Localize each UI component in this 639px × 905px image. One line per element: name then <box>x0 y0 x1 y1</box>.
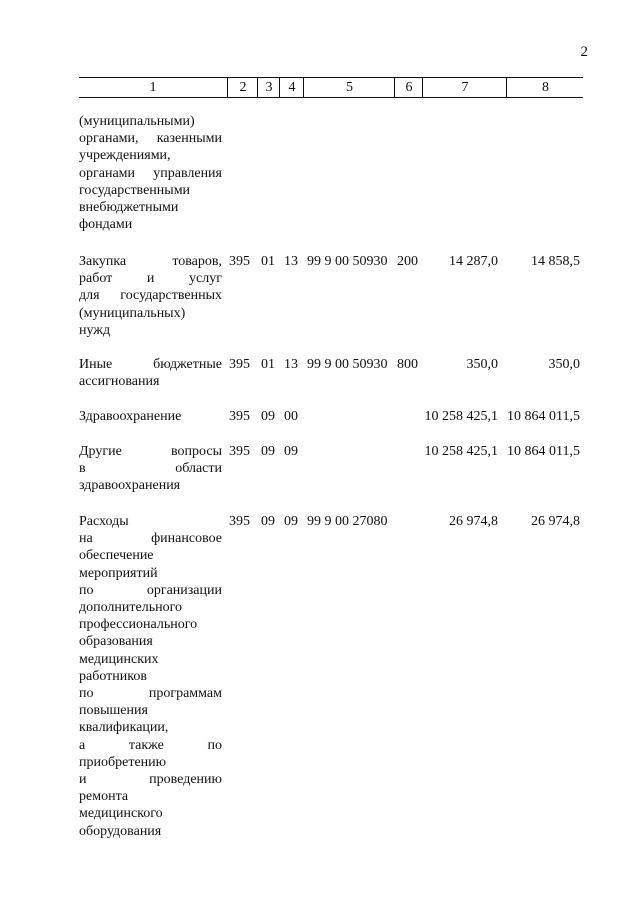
expense-type-code: 800 <box>397 357 418 372</box>
row-description <box>79 408 222 425</box>
description-line: мероприятий <box>79 565 158 581</box>
row-description <box>79 253 222 339</box>
section-code: 01 <box>261 357 275 372</box>
description-line: органами, казенными <box>79 131 222 147</box>
header-col-3: 3 <box>257 78 280 97</box>
amount-col-8: 350,0 <box>548 357 580 372</box>
kvsr-code: 395 <box>229 514 250 529</box>
description-line: (муниципальных) <box>79 305 186 321</box>
description-line: работников <box>79 668 147 684</box>
amount-col-8: 10 864 011,5 <box>507 444 580 459</box>
section-code: 09 <box>261 409 275 424</box>
description-line: Другие вопросы <box>79 444 222 459</box>
description-line: фондами <box>79 217 133 233</box>
header-col-2: 2 <box>227 78 258 97</box>
amount-col-8: 10 864 011,5 <box>507 409 580 424</box>
row-description <box>79 513 222 840</box>
description-line: обеспечение <box>79 548 154 564</box>
description-line: медицинских <box>79 651 159 667</box>
page-number: 2 <box>580 44 588 60</box>
description-line: нужд <box>79 322 111 338</box>
header-col-1: 1 <box>149 80 157 95</box>
amount-col-8: 14 858,5 <box>531 254 580 269</box>
subsection-code: 09 <box>284 514 298 529</box>
description-line: приобретению <box>79 754 167 770</box>
subsection-code: 13 <box>284 357 298 372</box>
amount-col-7: 26 974,8 <box>449 514 498 529</box>
description-line: учреждениями, <box>79 148 171 164</box>
kvsr-code: 395 <box>229 444 250 459</box>
row-description <box>79 356 222 390</box>
target-article-code: 99 9 00 50930 <box>307 357 388 372</box>
description-line: Расходы <box>79 514 129 529</box>
description-line: а также по <box>79 737 222 753</box>
subsection-code: 00 <box>284 409 298 424</box>
description-line: по программам <box>79 686 222 702</box>
description-line: на финансовое <box>79 531 222 547</box>
subsection-code: 09 <box>284 444 298 459</box>
description-line: квалификации, <box>79 720 169 736</box>
header-col-4: 4 <box>279 78 304 97</box>
kvsr-code: 395 <box>229 409 250 424</box>
description-line: внебюджетными <box>79 200 179 216</box>
description-line: в области <box>79 461 222 477</box>
description-line: профессионального <box>79 617 198 633</box>
amount-col-7: 350,0 <box>466 357 498 372</box>
header-col-6: 6 <box>394 78 423 97</box>
description-line: для государственных <box>79 288 222 304</box>
row-description <box>79 113 222 233</box>
description-line: Иные бюджетные <box>79 357 222 372</box>
expense-type-code: 200 <box>397 254 418 269</box>
description-line: повышения <box>79 703 148 719</box>
amount-col-7: 14 287,0 <box>449 254 498 269</box>
section-code: 09 <box>261 514 275 529</box>
description-line: ассигнования <box>79 374 160 390</box>
description-line: (муниципальными) <box>79 114 195 129</box>
header-col-5: 5 <box>303 78 395 97</box>
header-col-8: 8 <box>506 78 584 97</box>
kvsr-code: 395 <box>229 357 250 372</box>
description-line: и проведению <box>79 772 222 788</box>
header-col-7: 7 <box>422 78 507 97</box>
description-line: оборудования <box>79 823 162 839</box>
table-header <box>79 77 583 98</box>
row-description <box>79 443 222 495</box>
description-line: работ и услуг <box>79 271 222 287</box>
description-line: Закупка товаров, <box>79 254 222 269</box>
amount-col-7: 10 258 425,1 <box>424 409 498 424</box>
description-line: ремонта <box>79 789 129 805</box>
kvsr-code: 395 <box>229 254 250 269</box>
description-line: дополнительного <box>79 600 182 616</box>
description-line: по организации <box>79 582 222 598</box>
description-line: Здравоохранение <box>79 409 182 424</box>
section-code: 09 <box>261 444 275 459</box>
amount-col-8: 26 974,8 <box>531 514 580 529</box>
description-line: органами управления <box>79 165 222 181</box>
description-line: образования <box>79 634 153 650</box>
subsection-code: 13 <box>284 254 298 269</box>
description-line: государственными <box>79 182 191 198</box>
amount-col-7: 10 258 425,1 <box>424 444 498 459</box>
description-line: здравоохранения <box>79 478 181 494</box>
description-line: медицинского <box>79 806 163 822</box>
target-article-code: 99 9 00 27080 <box>307 514 388 529</box>
section-code: 01 <box>261 254 275 269</box>
target-article-code: 99 9 00 50930 <box>307 254 388 269</box>
